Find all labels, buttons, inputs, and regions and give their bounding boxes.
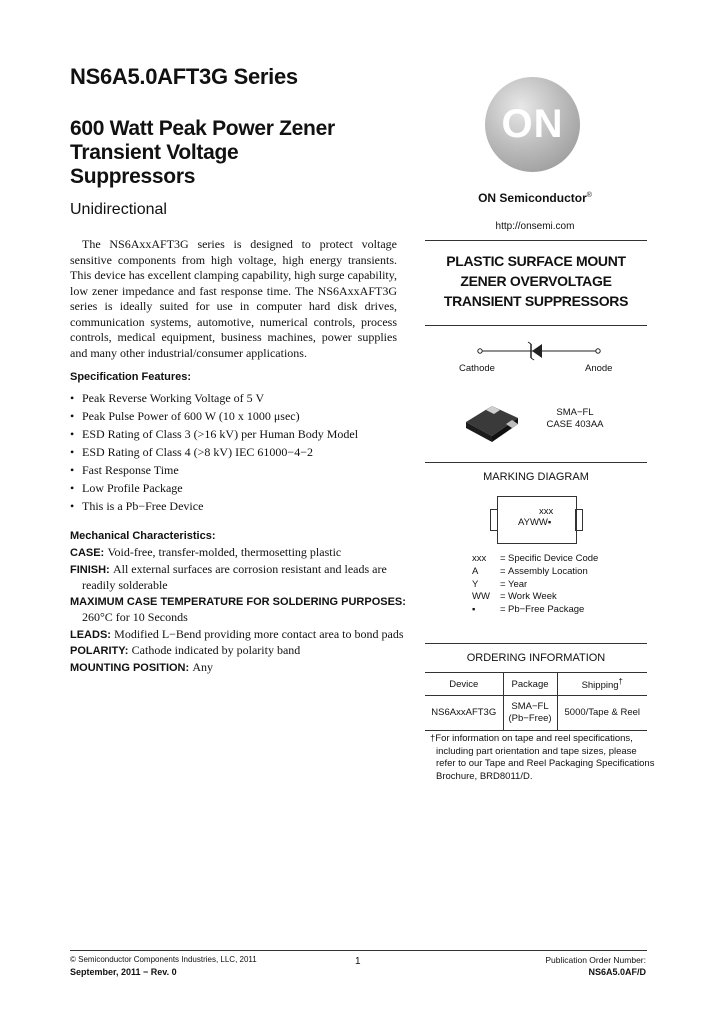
list-item: • ESD Rating of Class 3 (>16 kV) per Human Body Model <box>70 427 359 441</box>
divider <box>425 240 647 241</box>
mounting-value: Any <box>192 659 214 674</box>
intro-paragraph: The NS6AxxAFT3G series is designed to protect voltage sensitive components from high voltage, high energy transients. This device has excellent clamping capability, high surge capability, low zener impedance and fast response time. The NS6AxxAFT3G series is ideally suited for use in computer hard disk drives, communication systems, automotive, numerical controls, process controls, medical equipment, business machines, power supplies and many other industrial/consumer applications. <box>70 237 397 360</box>
list-item: • ESD Rating of Class 4 (>8 kV) IEC 61000−4−2 <box>70 445 313 459</box>
package-name: SMA−FL <box>556 407 594 418</box>
col-device: Device <box>425 673 503 696</box>
case-label: CASE: <box>70 547 105 559</box>
footer-rule <box>70 950 647 951</box>
bullet-icon: • <box>70 391 75 405</box>
legend-row: WW = Work Week <box>472 591 557 603</box>
on-semi-logo <box>485 77 580 172</box>
polarity-value: Cathode indicated by polarity band <box>131 643 301 657</box>
legend-row: ▪ = Pb−Free Package <box>472 604 585 616</box>
headline-line-2: Transient Voltage <box>70 141 239 164</box>
legend-row: xxx = Specific Device Code <box>472 553 599 564</box>
page-number: 1 <box>355 956 361 967</box>
subheading: Unidirectional <box>70 201 167 218</box>
marking-code-2: AYWW▪ <box>518 517 552 528</box>
list-item: • Low Profile Package <box>70 481 183 495</box>
list-item: • Peak Pulse Power of 600 W (10 x 1000 μsec) <box>70 409 300 423</box>
series-title: NS6A5.0AFT3G Series <box>70 64 298 89</box>
list-item: • Peak Reverse Working Voltage of 5 V <box>70 391 265 405</box>
anode-label: Anode <box>585 363 613 374</box>
date-revision: September, 2011 − Rev. 0 <box>70 967 177 977</box>
case-value: Void-free, transfer-molded, thermosetting plastic <box>107 545 342 559</box>
dagger-mark: † <box>430 733 436 744</box>
marking-diagram-title: MARKING DIAGRAM <box>483 471 589 483</box>
list-item: • Fast Response Time <box>70 463 179 477</box>
ordering-table <box>425 672 647 731</box>
divider <box>425 643 647 644</box>
logo-text: ON <box>501 102 564 146</box>
divider <box>425 462 647 463</box>
spec-features-list <box>70 389 400 515</box>
table-row <box>425 696 647 731</box>
finish-value: All external surfaces are corrosion resistant and leads are <box>112 561 387 576</box>
bullet-icon: • <box>70 445 75 459</box>
polarity-label: POLARITY: <box>70 645 129 657</box>
pb-free-dot-icon: ▪ <box>547 517 552 528</box>
cathode-label: Cathode <box>459 363 495 374</box>
leads-label: LEADS: <box>70 628 111 641</box>
table-header-row <box>425 673 647 696</box>
publication-label: Publication Order Number: <box>545 955 646 965</box>
mechanical-heading: Mechanical Characteristics: <box>70 530 216 542</box>
headline-line-3: Suppressors <box>70 165 196 188</box>
cell-package: SMA−FL (Pb−Free) <box>503 696 557 731</box>
legend-row: Y = Year <box>472 578 528 590</box>
package-case: CASE 403AA <box>546 419 604 430</box>
finish-value-2: readily solderable <box>82 578 168 592</box>
dagger-mark: † <box>618 676 623 686</box>
publication-number: NS6A5.0AF/D <box>588 967 646 977</box>
bullet-icon: • <box>70 409 75 423</box>
max-temp-value: 260°C for 10 Seconds <box>82 610 188 624</box>
leads-value: Modified L−Bend providing more contact area to bond pads <box>114 626 404 641</box>
headline-line-1: 600 Watt Peak Power Zener <box>70 117 335 140</box>
marking-diagram <box>497 496 577 544</box>
diode-symbol-icon <box>470 340 610 362</box>
ordering-info-title: ORDERING INFORMATION <box>466 652 606 664</box>
mounting-label: MOUNTING POSITION: <box>70 661 190 674</box>
copyright: © Semiconductor Components Industries, LLC, 2011 <box>70 955 257 964</box>
registered-mark: ® <box>586 192 592 199</box>
col-package: Package <box>503 673 557 696</box>
finish-label: FINISH: <box>70 563 110 576</box>
marking-legend <box>472 553 598 617</box>
mechanical-characteristics <box>70 545 405 676</box>
divider <box>425 325 647 326</box>
marking-code-1: xxx <box>539 506 554 517</box>
bullet-icon: • <box>70 481 75 495</box>
company-url[interactable]: http://onsemi.com <box>495 221 575 232</box>
bullet-icon: • <box>70 427 75 441</box>
bullet-icon: • <box>70 499 75 513</box>
cell-device: NS6AxxAFT3G <box>425 696 503 731</box>
page-title <box>70 117 335 189</box>
spec-features-heading: Specification Features: <box>70 371 192 383</box>
cell-shipping: 5000/Tape & Reel <box>557 696 647 731</box>
bullet-icon: • <box>70 463 75 477</box>
product-description: PLASTIC SURFACE MOUNT ZENER OVERVOLTAGE TRANSIENT SUPPRESSORS <box>443 253 629 309</box>
legend-row: A = Assembly Location <box>472 565 588 577</box>
max-temp-label: MAXIMUM CASE TEMPERATURE FOR SOLDERING PURPOSES: <box>70 595 406 608</box>
ordering-footnote: †For information on tape and reel specifications, including part orientation and tape sizes, please refer to our Tape and Reel Packaging Specifications Brochure, BRD8011/D. <box>430 733 655 782</box>
package-image <box>462 400 522 444</box>
package-label <box>535 407 615 431</box>
list-item: • This is a Pb−Free Device <box>70 499 204 513</box>
company-name: ON Semiconductor® <box>478 191 592 205</box>
col-shipping: Shipping† <box>557 673 647 696</box>
